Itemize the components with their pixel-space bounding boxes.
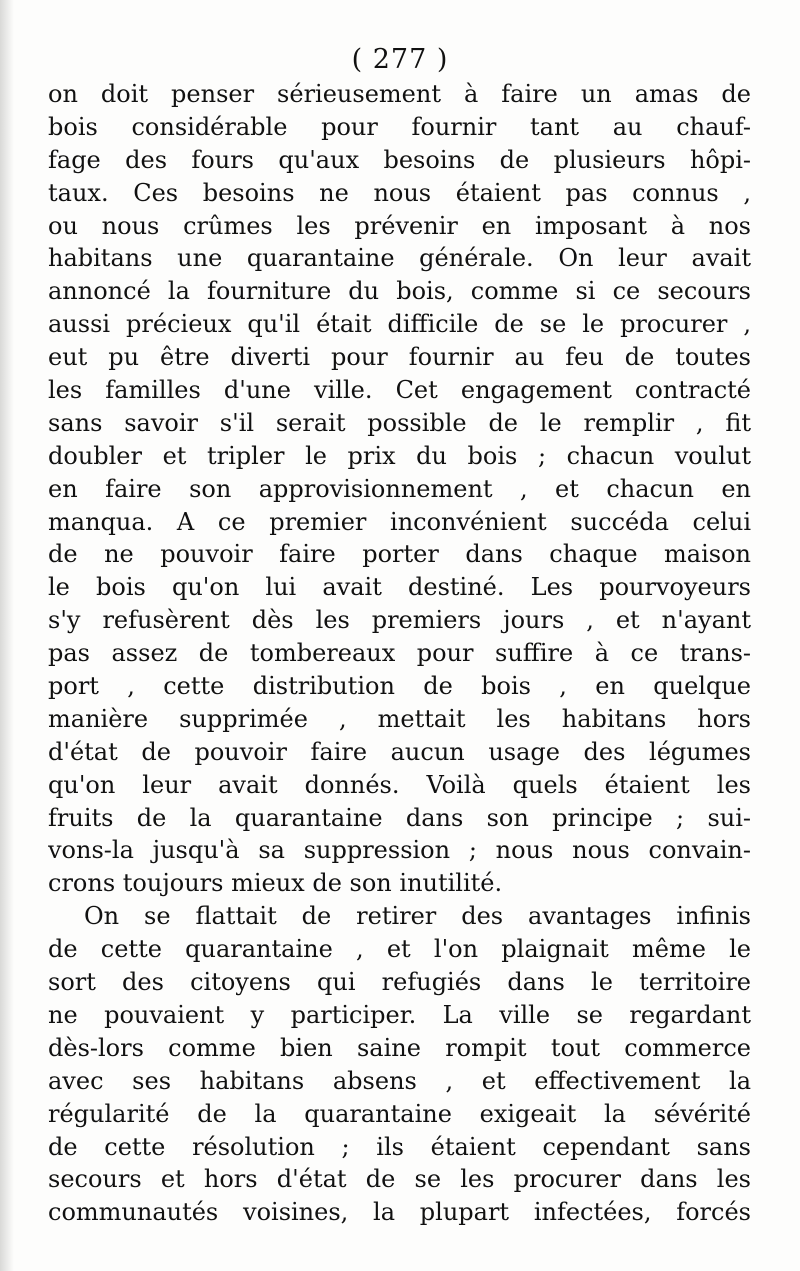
text-line: ou nous crûmes les prévenir en imposant à nos bbox=[48, 211, 751, 240]
text-line: avec ses habitans absens , et effectivement la bbox=[48, 1066, 751, 1095]
text-line: s'y refusèrent dès les premiers jours , et n'ayant bbox=[48, 606, 751, 635]
text-line: port , cette distribution de bois , en quelque bbox=[48, 672, 751, 701]
text-line: on doit penser sérieusement à faire un amas de bbox=[48, 80, 751, 108]
text-line: sort des citoyens qui refugiés dans le territoire bbox=[48, 968, 751, 997]
text-line: dès-lors comme bien saine rompit tout commerce bbox=[48, 1033, 751, 1062]
text-line: fage des fours qu'aux besoins de plusieurs hôpi- bbox=[48, 145, 751, 174]
text-line: vons-la jusqu'à sa suppression ; nous nous convain- bbox=[48, 836, 751, 865]
text-line: de cette quarantaine , et l'on plaignait même le bbox=[48, 935, 751, 964]
paragraph-start-line: On se flattait de retirer des avantages infinis bbox=[84, 902, 751, 931]
page-number: ( 277 ) bbox=[351, 44, 449, 75]
text-line: habitans une quarantaine générale. On leur avait bbox=[48, 244, 751, 273]
text-line: régularité de la quarantaine exigeait la sévérité bbox=[48, 1099, 751, 1128]
text-line: taux. Ces besoins ne nous étaient pas connus , bbox=[48, 178, 751, 207]
text-line: aussi précieux qu'il était difficile de se le procurer , bbox=[48, 310, 751, 339]
text-line: de ne pouvoir faire porter dans chaque maison bbox=[48, 540, 751, 569]
text-line: ne pouvaient y participer. La ville se regardant bbox=[48, 1000, 751, 1029]
text-line: secours et hors d'état de se les procurer dans les bbox=[48, 1165, 751, 1194]
text-line: annoncé la fourniture du bois, comme si ce secours bbox=[48, 277, 751, 306]
text-line: de cette résolution ; ils étaient cependant sans bbox=[48, 1132, 751, 1161]
paragraph-end-line: crons toujours mieux de son inutilité. bbox=[48, 869, 503, 898]
text-line: les familles d'une ville. Cet engagement contracté bbox=[48, 376, 751, 405]
text-line: doubler et tripler le prix du bois ; chacun voulut bbox=[48, 441, 751, 470]
text-line: le bois qu'on lui avait destiné. Les pourvoyeurs bbox=[48, 573, 751, 602]
text-line: qu'on leur avait donnés. Voilà quels étaient les bbox=[48, 770, 751, 799]
text-line: manqua. A ce premier inconvénient succéda celui bbox=[48, 507, 751, 536]
text-line: manière supprimée , mettait les habitans hors bbox=[48, 704, 751, 733]
page-body-text bbox=[48, 78, 751, 1229]
text-line: bois considérable pour fournir tant au chauf- bbox=[48, 112, 751, 141]
text-line: en faire son approvisionnement , et chacun en bbox=[48, 474, 751, 503]
text-line: communautés voisines, la plupart infectées, forcés bbox=[48, 1198, 751, 1227]
text-line: pas assez de tombereaux pour suffire à ce trans- bbox=[48, 639, 751, 668]
text-line: fruits de la quarantaine dans son principe ; sui- bbox=[48, 803, 751, 832]
text-line: sans savoir s'il serait possible de le remplir , fit bbox=[48, 408, 751, 437]
text-line: d'état de pouvoir faire aucun usage des légumes bbox=[48, 737, 751, 766]
text-line: eut pu être diverti pour fournir au feu de toutes bbox=[48, 343, 751, 372]
